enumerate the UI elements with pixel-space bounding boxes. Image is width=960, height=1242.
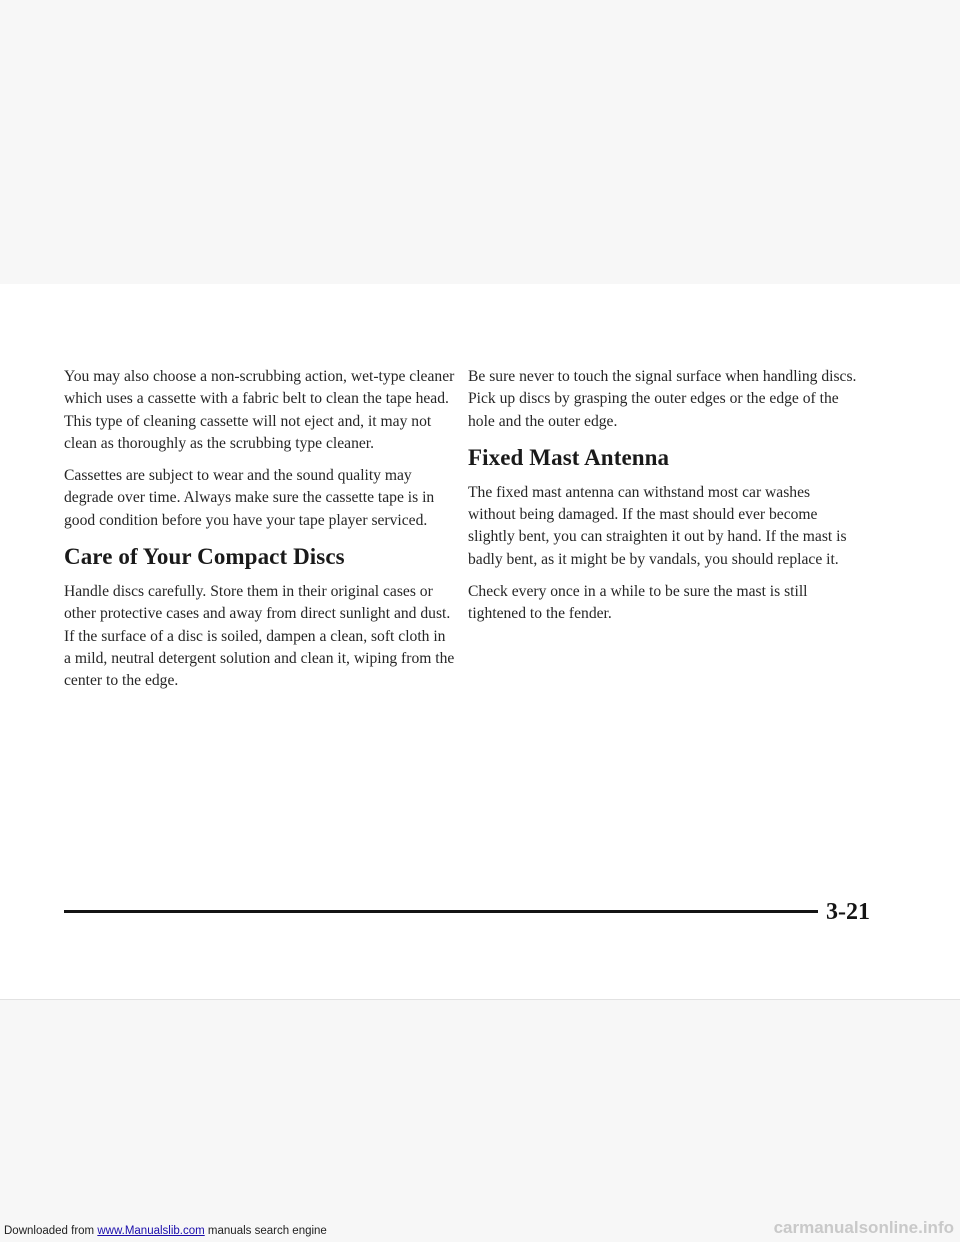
compact-discs-heading: Care of Your Compact Discs: [64, 544, 345, 570]
antenna-paragraph: The fixed mast antenna can withstand most car washes without being damaged. If the mast should ever become slightly bent, you can straighten it out by hand. If the mast is badly bent, as it might be by vandals, you should replace it.: [468, 483, 847, 568]
cassette-wear-paragraph: Cassettes are subject to wear and the sound quality may degrade over time. Always make sure the cassette tape is in good condition before you have your tape player serviced.: [64, 467, 435, 529]
footer-prefix: Downloaded from: [4, 1225, 95, 1237]
footer-rule: [64, 910, 818, 913]
page-number: 3-21: [826, 899, 870, 925]
right-column: [468, 366, 860, 636]
disc-handling-paragraph: Handle discs carefully. Store them in their original cases or other protective cases and away from direct sunlight and dust. If the surface of a disc is soiled, dampen a clean, soft cloth in a mild, neutral detergent solution and clean it, wiping from the center to the edge.: [64, 583, 455, 690]
watermark-text: carmanualsonline.info: [773, 1218, 954, 1237]
manualslib-link[interactable]: www.Manualslib.com: [97, 1225, 205, 1237]
antenna-check-paragraph: Check every once in a while to be sure the mast is still tightened to the fender.: [468, 583, 808, 623]
footer-suffix: manuals search engine: [207, 1225, 327, 1237]
download-footer: [4, 1224, 327, 1238]
left-column: [64, 366, 456, 703]
page-edge-line: [0, 999, 960, 1000]
signal-surface-paragraph: Be sure never to touch the signal surface when handling discs. Pick up discs by grasping the outer edges or the edge of the hole and the outer edge.: [468, 368, 857, 430]
antenna-heading: Fixed Mast Antenna: [468, 444, 670, 470]
cleaner-paragraph: You may also choose a non-scrubbing action, wet-type cleaner which uses a cassette with a fabric belt to clean the tape head. This type of cleaning cassette will not eject and, it may not clean as thoroughly as the scrubbing type cleaner.: [64, 368, 455, 452]
